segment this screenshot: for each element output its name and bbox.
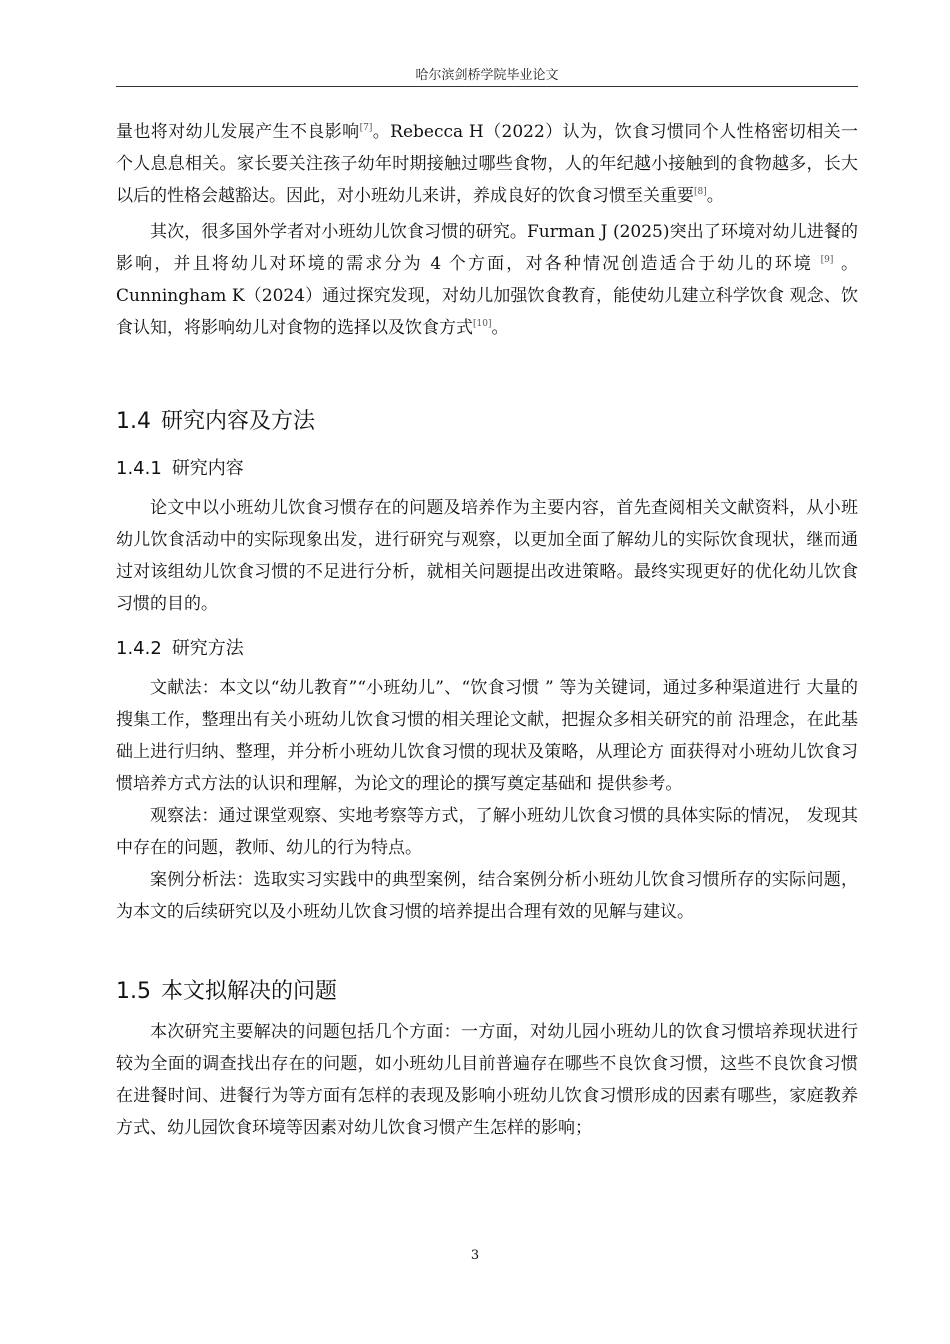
section-title: 研究方法 xyxy=(171,638,244,659)
paragraph-research-content: 论文中以小班幼儿饮食习惯存在的问题及培养作为主要内容，首先查阅相关文献资料，从小班幼儿饮食活动中的实际现象出发，进行研究与观察，以更加全面了解幼儿的实际饮食现状，继而通过对该组幼儿饮食习惯的不足进行分析，就相关问题提出改进策略。最终实现更好的优化幼儿饮食习惯的目的。 xyxy=(116,498,858,614)
problems-block xyxy=(116,1016,858,1144)
paragraph-intro-1 xyxy=(116,116,858,212)
text-run: 。 xyxy=(491,318,509,338)
text-run: 。 xyxy=(706,186,724,206)
header-rule xyxy=(116,86,858,87)
text-run: 。Rebecca H（2022）认为，饮食习惯同个人性格密切相关一个人息息相关。家长要关注孩子幼年时期接触过哪些食物，人的年纪越小接触到的食物越多，长大以后的性格会越豁达。因此，对小班幼儿来讲，养成良好的饮食习惯至关重要 xyxy=(116,122,858,206)
citation-8: [8] xyxy=(694,187,707,197)
section-number: 1.4 xyxy=(116,409,151,434)
paragraph-intro-2 xyxy=(116,216,858,344)
citation-9: [9] xyxy=(820,255,834,265)
research-method-block xyxy=(116,672,858,928)
research-content-block xyxy=(116,492,858,620)
text-run: 。Cunningham K（2024）通过探究发现，对幼儿加强饮食教育，能使幼儿建立科学饮食 观念、饮食认知，将影响幼儿对食物的选择以及饮食方式 xyxy=(116,254,859,338)
text-run: 量也将对幼儿发展产生不良影响 xyxy=(116,122,360,142)
section-number: 1.4.1 xyxy=(116,458,162,479)
text-run: 其次，很多国外学者对小班幼儿饮食习惯的研究。Furman J (2025)突出了环境对幼儿进餐的影响，并且将幼儿对环境的需求分为 4 个方面，对各种情况创造适合于幼儿的环境 xyxy=(116,222,858,274)
citation-10: [10] xyxy=(473,319,492,329)
intro-block xyxy=(116,116,858,344)
section-heading-1-4 xyxy=(116,404,315,435)
paragraph-observation-method: 观察法：通过课堂观察、实地考察等方式，了解小班幼儿饮食习惯的具体实际的情况， 发现其中存在的问题，教师、幼儿的行为特点。 xyxy=(116,806,858,858)
section-title: 研究内容及方法 xyxy=(161,409,316,434)
citation-7: [7] xyxy=(359,123,373,133)
paragraph-problems: 本次研究主要解决的问题包括几个方面：一方面，对幼儿园小班幼儿的饮食习惯培养现状进行较为全面的调查找出存在的问题，如小班幼儿目前普遍存在哪些不良饮食习惯，这些不良饮食习惯在进餐时间、进餐行为等方面有怎样的表现及影响小班幼儿饮食习惯形成的因素有哪些，家庭教养方式、幼儿园饮食环境等因素对幼儿饮食习惯产生怎样的影响； xyxy=(116,1022,858,1138)
paragraph-case-method: 案例分析法：选取实习实践中的典型案例，结合案例分析小班幼儿饮食习惯所存的实际问题，为本文的后续研究以及小班幼儿饮食习惯的培养提出合理有效的见解与建议。 xyxy=(116,870,858,922)
section-number: 1.4.2 xyxy=(116,638,162,659)
section-number: 1.5 xyxy=(116,979,151,1004)
paragraph-literature-method: 文献法：本文以“幼儿教育”“小班幼儿”、“饮食习惯 ” 等为关键词，通过多种渠道进行 大量的搜集工作，整理出有关小班幼儿饮食习惯的相关理论文献，把握众多相关研究的前 沿理念，在此基础上进行归纳、整理，并分析小班幼儿饮食习惯的现状及策略，从理论方 面获得对小班幼儿饮食习惯培养方式方法的认识和理解，为论文的理论的撰写奠定基础和 提供参考。 xyxy=(116,678,858,794)
section-heading-1-5 xyxy=(116,974,337,1005)
running-header: 哈尔滨剑桥学院毕业论文 xyxy=(415,68,559,83)
page-number: 3 xyxy=(470,1248,480,1263)
section-heading-1-4-2 xyxy=(116,634,244,660)
section-title: 研究内容 xyxy=(171,458,244,479)
section-title: 本文拟解决的问题 xyxy=(161,979,338,1004)
section-heading-1-4-1 xyxy=(116,454,244,480)
